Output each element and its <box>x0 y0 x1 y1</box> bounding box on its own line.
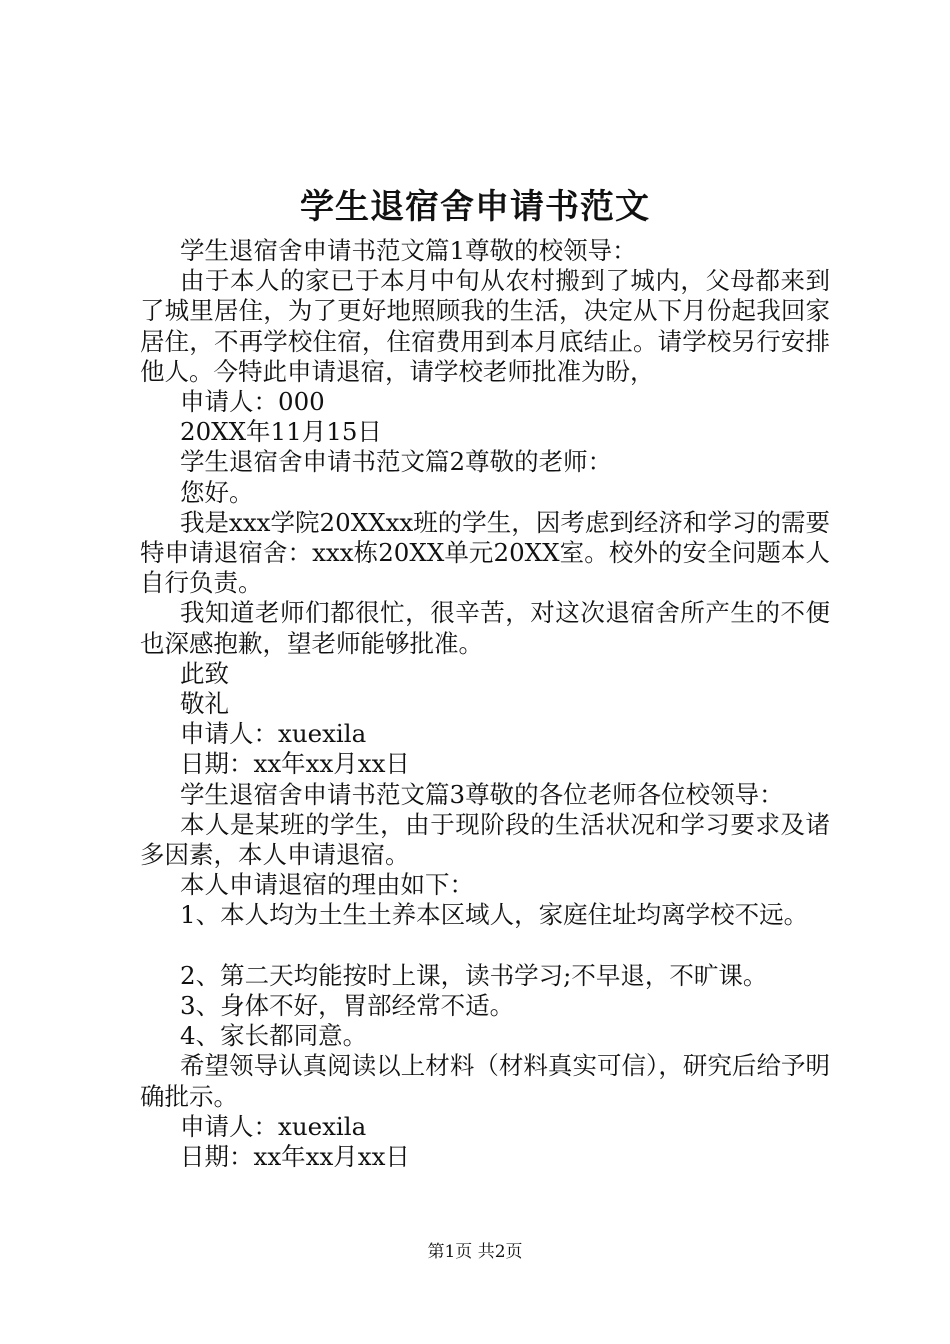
section-2-closing-2: 敬礼 <box>180 689 229 719</box>
section-2-closing-1: 此致 <box>180 658 229 688</box>
section-2-date: 日期：xx年xx月xx日 <box>180 749 410 779</box>
section-3-reason-1: 1、本人均为土生土养本区域人，家庭住址均离学校不远。 <box>180 900 809 930</box>
section-3-applicant: 申请人：xuexila <box>180 1111 367 1141</box>
section-1-applicant: 申请人：000 <box>180 387 325 417</box>
section-1-body: 由于本人的家已于本月中旬从农村搬到了城内，父母都来到了城里居住，为了更好地照顾我的生活，决定从下月份起我回家居住，不再学校住宿，住宿费用到本月底结止。请学校另行安排他人。今特此申请退宿，请学校老师批准为盼， <box>140 266 830 386</box>
section-3-reason-3: 3、身体不好，胃部经常不适。 <box>180 991 515 1021</box>
page-number: 第1页 共2页 <box>427 1242 523 1262</box>
section-3-heading: 学生退宿舍申请书范文篇3尊敬的各位老师各位校领导： <box>180 779 784 809</box>
section-1-heading: 学生退宿舍申请书范文篇1尊敬的校领导： <box>180 236 637 265</box>
section-3-body-1: 本人是某班的学生，由于现阶段的生活状况和学习要求及诸多因素，本人申请退宿。 <box>140 809 830 870</box>
section-2-body-1: 我是xxx学院20XXxx班的学生，因考虑到经济和学习的需要特申请退宿舍：xxx栋20XX单元20XX室。校外的安全问题本人自行负责。 <box>140 507 830 598</box>
section-2-applicant: 申请人：xuexila <box>180 719 367 749</box>
section-3-body-2: 本人申请退宿的理由如下： <box>180 870 474 900</box>
section-2-body-2: 我知道老师们都很忙，很辛苦，对这次退宿舍所产生的不便也深感抱歉，望老师能够批准。 <box>140 598 830 658</box>
section-2-heading: 学生退宿舍申请书范文篇2尊敬的老师： <box>180 447 613 477</box>
blank-line <box>140 931 830 961</box>
section-2-greeting: 您好。 <box>180 477 254 507</box>
section-3-request: 希望领导认真阅读以上材料（材料真实可信），研究后给予明确批示。 <box>140 1051 830 1111</box>
section-3-reason-2: 2、第二天均能按时上课，读书学习;不早退，不旷课。 <box>180 960 768 990</box>
document-title: 学生退宿舍申请书范文 <box>300 187 650 227</box>
document-body <box>140 236 830 1172</box>
section-1-date: 20XX年11月15日 <box>180 417 382 447</box>
section-3-date: 日期：xx年xx月xx日 <box>180 1142 410 1172</box>
section-3-reason-4: 4、家长都同意。 <box>180 1021 368 1051</box>
